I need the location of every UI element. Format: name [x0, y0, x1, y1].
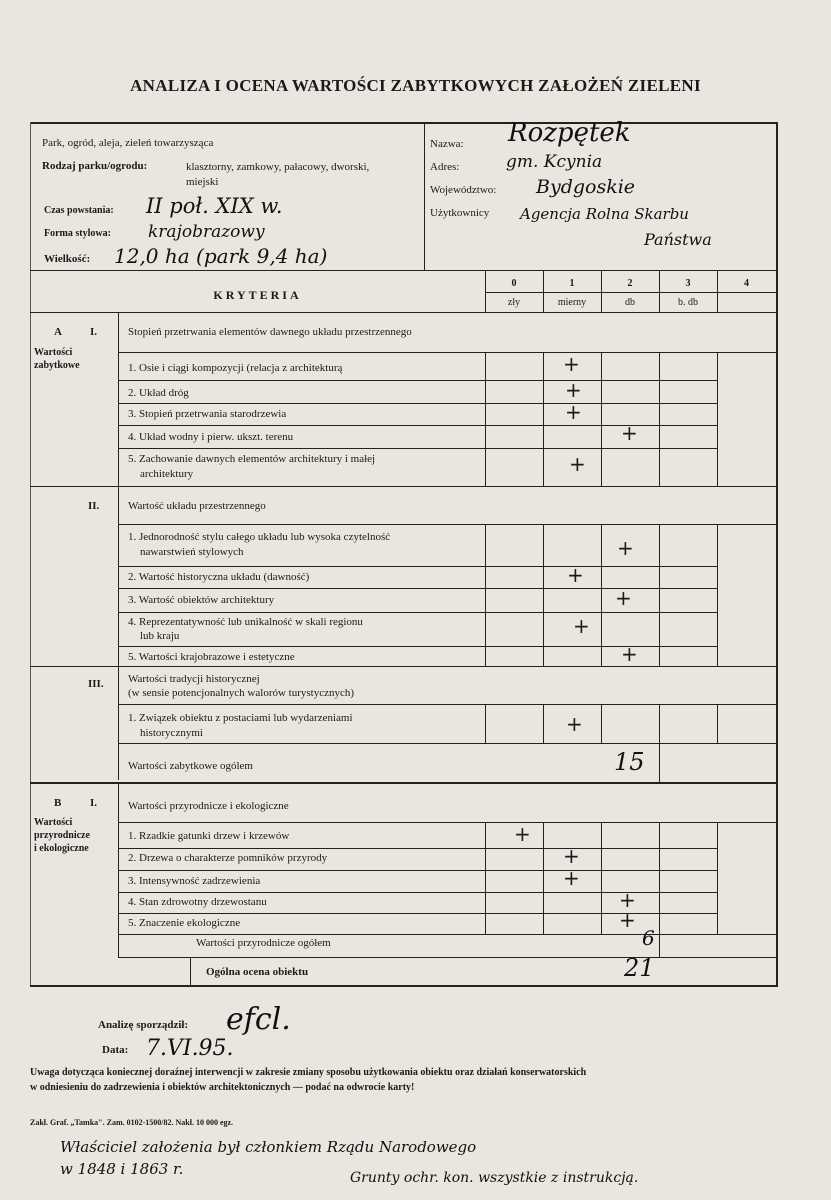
line-b-2	[118, 870, 718, 871]
score-label-3: b. db	[678, 297, 698, 308]
criteria-left-border	[118, 312, 119, 780]
a2-item-1-mark: +	[617, 536, 634, 560]
score-num-0: 0	[511, 278, 517, 289]
overall-value: 21	[624, 954, 655, 982]
b-item-5-mark: +	[619, 908, 636, 932]
score-num-1: 1	[569, 278, 575, 289]
style-value: krajobrazowy	[148, 222, 265, 242]
col-line-2-b	[601, 822, 602, 934]
col-line-3-a1	[659, 352, 660, 486]
a1-item-5: 5. Zachowanie dawnych elementów architektury i małej	[128, 453, 376, 465]
section-a-letter: A	[54, 326, 62, 338]
line-a2-title	[118, 524, 778, 525]
col-line-2-head	[601, 270, 602, 313]
header-divider	[424, 122, 425, 270]
col-line-1-a3	[543, 704, 544, 744]
section-b-name: Wartości przyrodnicze i ekologiczne	[34, 817, 90, 854]
section-b-letter: B	[54, 797, 62, 809]
score-label-1: mierny	[557, 297, 587, 308]
a-total-label: Wartości zabytkowe ogólem	[128, 760, 253, 772]
score-label-0: zły	[507, 297, 521, 308]
a1-item-3: 3. Stopień przetrwania starodrzewia	[128, 408, 287, 420]
b-item-1: 1. Rzadkie gatunki drzew i krzewów	[128, 830, 290, 842]
handwritten-note-2: w 1848 i 1863 r.	[60, 1160, 184, 1178]
col-line-3-a2	[659, 524, 660, 666]
line-a3-1	[118, 743, 778, 744]
line-b-5	[118, 934, 778, 935]
score-head-split	[485, 292, 776, 293]
kind-options: klasztorny, zamkowy, pałacowy, dworski,	[186, 161, 370, 173]
a2-item-4-mark: +	[573, 614, 590, 638]
b-item-3-mark: +	[563, 866, 580, 890]
a1-item-3-mark: +	[565, 400, 582, 424]
kind-options-2: miejski	[186, 176, 219, 188]
users-value-2: Państwa	[644, 230, 712, 249]
made-by-label: Analizę sporządził:	[98, 1019, 189, 1031]
a1-item-1-mark: +	[563, 352, 580, 376]
print-info: Zakł. Graf. „Tamka". Zam. 0102-1500/82. Nakł. 10 000 egz.	[30, 1118, 234, 1127]
frame-bottom	[30, 985, 778, 987]
header-bottom	[30, 270, 778, 271]
line-a2-1	[118, 566, 718, 567]
date-label: Data:	[102, 1044, 129, 1056]
col-line-0-b	[485, 822, 486, 934]
a2-item-2: 2. Wartość historyczna układu (dawność)	[128, 571, 310, 583]
frame-top	[30, 122, 778, 124]
line-b-end	[118, 957, 778, 958]
line-b-1	[118, 848, 718, 849]
a1-item-2: 2. Układ dróg	[128, 387, 189, 399]
col-line-4-a2	[717, 524, 718, 666]
col-line-4-a3	[717, 704, 718, 744]
a1-item-5-mark: +	[569, 452, 586, 476]
score-head-bottom	[30, 312, 778, 313]
section-b-roman: I.	[90, 797, 98, 809]
col-line-4-a1	[717, 352, 718, 486]
a3-item-1: 1. Związek obiektu z postaciami lub wydarzeniami	[128, 712, 353, 724]
a2-item-4: 4. Reprezentatywność lub unikalność w skali regionu	[128, 616, 363, 628]
score-num-4: 4	[744, 278, 749, 289]
a-total-value: 15	[614, 748, 645, 776]
line-a2-3	[118, 612, 718, 613]
line-b-title	[118, 822, 778, 823]
a2-item-3-mark: +	[615, 586, 632, 610]
voivodeship-label: Województwo:	[430, 184, 497, 196]
group-b1-title: Wartości przyrodnicze i ekologiczne	[128, 800, 289, 812]
col-line-3-head	[659, 270, 660, 313]
name-label: Nazwa:	[430, 138, 464, 150]
a1-item-1: 1. Osie i ciągi kompozycji (relacja z architekturą	[128, 362, 343, 374]
a2-item-1-cont: nawarstwień stylowych	[140, 546, 244, 558]
b-item-4: 4. Stan zdrowotny drzewostanu	[128, 896, 267, 908]
col-line-0-a1	[485, 352, 486, 486]
time-label: Czas powstania:	[44, 205, 114, 216]
a1-item-5-cont: architektury	[140, 468, 194, 480]
b-item-5: 5. Znaczenie ekologiczne	[128, 917, 241, 929]
address-label: Adres:	[430, 161, 460, 173]
a3-item-1-mark: +	[566, 712, 583, 736]
type-line: Park, ogród, aleja, zieleń towarzysząca	[42, 137, 214, 149]
col-line-0-head	[485, 270, 486, 313]
group-a3-title: Wartości tradycji historycznej	[128, 673, 260, 685]
score-num-3: 3	[685, 278, 691, 289]
handwritten-note-1: Właściciel założenia był członkiem Rządu Narodowego	[60, 1138, 477, 1156]
b-total-value: 6	[642, 926, 655, 950]
handwritten-note-3: Grunty ochr. kon. wszystkie z instrukcją.	[350, 1170, 639, 1186]
a1-item-2-mark: +	[565, 378, 582, 402]
col-line-1-a2	[543, 524, 544, 666]
b-item-1-mark: +	[514, 822, 531, 846]
group-a3-title-2: (w sensie potencjonalnych walorów turystycznych)	[128, 687, 355, 699]
a1-item-4: 4. Układ wodny i pierw. ukszt. terenu	[128, 431, 294, 443]
a3-item-1-cont: historycznymi	[140, 727, 203, 739]
a2-item-3: 3. Wartość obiektów architektury	[128, 594, 275, 606]
b-item-2-mark: +	[563, 844, 580, 868]
date-value: 7.VI.95.	[146, 1036, 234, 1061]
voivodeship-value: Bydgoskie	[536, 176, 636, 198]
score-label-2: db	[625, 297, 635, 308]
line-a1-4	[118, 448, 718, 449]
users-value-1: Agencja Rolna Skarbu	[520, 205, 689, 223]
group-a1-title: Stopień przetrwania elementów dawnego układu przestrzennego	[128, 326, 412, 338]
col-line-3-a3	[659, 704, 660, 782]
line-a1-2	[118, 403, 718, 404]
col-line-2-a2	[601, 524, 602, 666]
note-line-1: Uwaga dotycząca koniecznej doraźnej interwencji w zakresie zmiany sposobu użytkowania obiektu oraz działań konserwatorskich	[30, 1067, 587, 1078]
time-value: II poł. XIX w.	[146, 194, 283, 218]
line-a1-end	[30, 486, 778, 487]
kind-label: Rodzaj parku/ogrodu:	[42, 160, 148, 172]
frame-left	[30, 122, 31, 985]
criteria-left-border-b	[118, 784, 119, 958]
col-line-2-a3	[601, 704, 602, 744]
section-a-name: Wartości zabytkowe	[34, 347, 80, 371]
size-label: Wielkość:	[44, 253, 91, 265]
overall-label: Ogólna ocena obiektu	[206, 966, 309, 978]
users-label: Użytkownicy	[430, 207, 490, 219]
col-line-2-a1	[601, 352, 602, 486]
a2-item-5: 5. Wartości krajobrazowe i estetyczne	[128, 651, 295, 663]
section-a-roman-1: I.	[90, 326, 98, 338]
col-line-4-head	[717, 270, 718, 313]
col-line-3-b	[659, 822, 660, 957]
col-line-1-b	[543, 822, 544, 934]
b-item-4-mark: +	[619, 888, 636, 912]
address-value: gm. Kcynia	[506, 152, 603, 172]
group-a2-title: Wartość układu przestrzennego	[128, 500, 266, 512]
style-label: Forma stylowa:	[44, 228, 111, 239]
a2-item-2-mark: +	[567, 563, 584, 587]
a2-item-5-mark: +	[621, 642, 638, 666]
section-a-roman-2: II.	[88, 500, 100, 512]
line-a2-end	[30, 666, 778, 667]
col-line-0-a3	[485, 704, 486, 744]
b-item-3: 3. Intensywność zadrzewienia	[128, 875, 261, 887]
line-a-end	[30, 782, 778, 784]
line-a1-1	[118, 380, 718, 381]
line-a1-title	[118, 352, 778, 353]
name-value: Rozpętek	[508, 118, 631, 148]
made-by-signature: efcl.	[226, 1002, 291, 1037]
note-line-2: w odniesieniu do zadrzewienia i obiektów architektonicznych — podać na odwrocie karty!	[30, 1082, 415, 1093]
b-item-2: 2. Drzewa o charakterze pomników przyrody	[128, 852, 328, 864]
col-line-1-head	[543, 270, 544, 313]
overall-left-border	[190, 957, 191, 987]
b-total-label: Wartości przyrodnicze ogółem	[196, 937, 331, 949]
document-title: ANALIZA I OCENA WARTOŚCI ZABYTKOWYCH ZAŁOŻEŃ ZIELENI	[130, 76, 701, 95]
line-a3-title	[118, 704, 778, 705]
a2-item-1: 1. Jednorodność stylu całego układu lub wysoka czytelność	[128, 531, 391, 543]
a1-item-4-mark: +	[621, 421, 638, 445]
section-a-roman-3: III.	[88, 678, 104, 690]
criteria-header: KRYTERIA	[213, 288, 302, 302]
score-num-2: 2	[627, 278, 633, 289]
col-line-0-a2	[485, 524, 486, 666]
col-line-4-b	[717, 822, 718, 934]
size-value: 12,0 ha (park 9,4 ha)	[114, 244, 328, 268]
col-line-1-a1	[543, 352, 544, 486]
a2-item-4-cont: lub kraju	[140, 630, 180, 642]
frame-right	[776, 122, 778, 985]
